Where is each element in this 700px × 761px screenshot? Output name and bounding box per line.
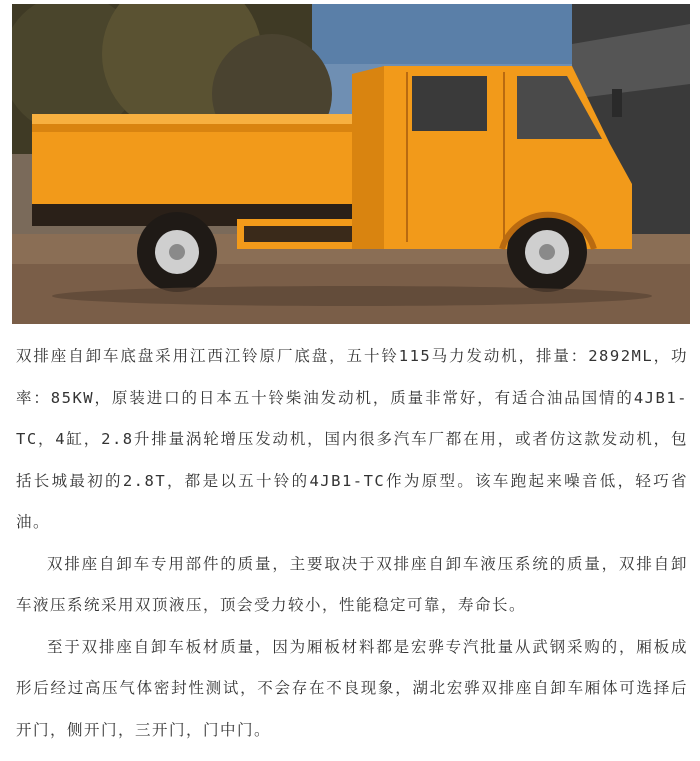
paragraph-chassis: 双排座自卸车底盘采用江西江铃原厂底盘，五十铃115马力发动机，排量：2892ML，功率：85KW，原装进口的日本五十铃柴油发动机，质量非常好，有适合油品国情的4JB1-TC，4缸，2.8升排量涡轮增压发动机，国内很多汽车厂都在用，或者仿这款发动机，包括长城最初的2.8T，都是以五十铃的4JB1-TC作为原型。该车跑起来噪音低，轻巧省油。: [16, 347, 688, 531]
paragraph-hydraulics: 双排座自卸车专用部件的质量，主要取决于双排座自卸车液压系统的质量，双排自卸车液压系统采用双顶液压，顶会受力较小，性能稳定可靠，寿命长。: [16, 554, 688, 614]
article-body: [16, 336, 688, 751]
truck-photo: [12, 4, 690, 324]
paragraph-body-material: 至于双排座自卸车板材质量，因为厢板材料都是宏骅专汽批量从武钢采购的，厢板成形后经过高压气体密封性测试，不会存在不良现象，湖北宏骅双排座自卸车厢体可选择后开门，侧开门，三开门，门中门。: [16, 637, 688, 739]
